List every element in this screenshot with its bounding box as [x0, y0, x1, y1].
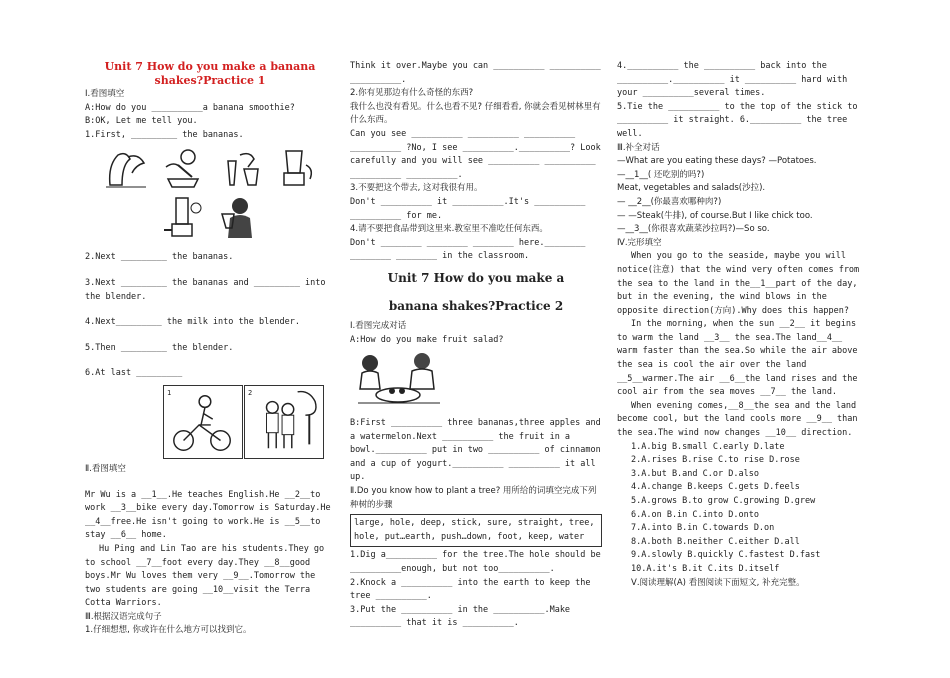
frame-number: 2: [248, 388, 253, 397]
dialog-line: — —Steak(牛排), of course.But I like chick too.: [617, 210, 813, 221]
frame-students: [244, 385, 324, 459]
column-1: [85, 60, 335, 638]
pour-illustration: [214, 145, 262, 191]
section-heading: Ⅲ.补全对话: [617, 142, 660, 153]
step-line: 3.Next _________ the bananas and _________ into the blender.: [85, 277, 326, 302]
section-heading: Ⅳ.完形填空: [617, 237, 662, 248]
section-heading: Ⅴ.阅读理解(A) 看图阅读下面短文, 补充完整。: [631, 577, 805, 588]
question-line: 3.不要把这个带去, 这对我很有用。: [350, 183, 483, 194]
answer-line: Don't __________ it __________.It's __________ __________ for me.: [350, 196, 586, 221]
option-line: 4.A.change B.keeps C.gets D.feels: [631, 482, 800, 493]
dialog-line: A:How do you make fruit salad?: [350, 334, 504, 345]
step-line: 5.Then _________ the blender.: [85, 342, 234, 353]
column-2: [350, 60, 602, 631]
title-practice-1: Unit 7 How do you make a banana: [104, 60, 316, 73]
dialog-line: —__3__(你很喜欢蔬菜沙拉吗?)—So so.: [617, 224, 770, 235]
item-line: 5.Tie the __________ to the top of the stick to __________ it straight. 6.__________ the tree well.: [617, 101, 858, 139]
cloze-paragraph: When evening comes,__8__the sea and the land become cool, but the land cools more __9__ than the sea.The wind now changes __10__ direction.: [617, 400, 858, 439]
step-line: 1.First, _________ the bananas.: [85, 129, 244, 140]
illustration-row: [85, 145, 335, 191]
option-line: 1.A.big B.small C.early D.late: [631, 441, 785, 452]
option-line: 3.A.but B.and C.or D.also: [631, 468, 759, 479]
passage-paragraph: Mr Wu is a __1__.He teaches English.He __2__to work __3__bike every day.Tomorrow is Saturday.He __4__free.He isn't going to work.He is __5__to stay __6__ home.: [85, 489, 331, 541]
item-line: 4.__________ the __________ back into the __________.__________ it __________ hard with your __________several times.: [617, 61, 848, 99]
passage-paragraph: B:First __________ three bananas,three apples and a watermelon.Next __________ the fruit in a bowl.__________ put in two __________ of cinnamon and a cup of yogurt.__________ __________ it all up.: [350, 418, 601, 483]
dialog-line: Meat, vegetables and salads(沙拉).: [617, 183, 766, 194]
section-heading: Ⅲ.根据汉语完成句子: [85, 611, 162, 622]
cloze-paragraph: When you go to the seaside, maybe you will notice(注意) that the wind very often comes from the sea to the land in the__1__part of the day, but in the evening, the wind blows in the opposite direction(方向).Why does this happen?: [617, 251, 860, 316]
title-practice-2-line2: banana shakes?Practice 2: [388, 298, 564, 313]
title-practice-1-line2: shakes?Practice 1: [154, 74, 266, 87]
option-line: 8.A.both B.neither C.either D.all: [631, 536, 800, 547]
section-heading: Ⅰ.看图填空: [85, 89, 125, 99]
cloze-paragraph: In the morning, when the sun __2__ it begins to warm the land __3__ the sea.The land__4__ warm faster than the sea.So while the air above the sea is cool the air over the land __5__warmer.The air __6__the land rises and the cool air from the sea moves __7__ the land.: [617, 319, 858, 398]
section-heading: Ⅱ.Do you know how to plant a tree? 用所给的词填空完成下列种树的步骤: [350, 486, 597, 510]
section-heading: Ⅰ.看图完成对话: [350, 320, 407, 331]
option-line: 9.A.slowly B.quickly C.fastest D.fast: [631, 550, 821, 561]
cooking-illustration: [350, 349, 448, 413]
dialog-line: —What are you eating these days? —Potatoes.: [617, 156, 817, 167]
section-heading: Ⅱ.看图填空: [85, 463, 126, 474]
step-line: 6.At last _________: [85, 368, 183, 379]
frame-number: 1: [167, 388, 172, 397]
question-line: 4.请不要把食品带到这里来.教室里不准吃任何东西。: [350, 224, 548, 235]
option-line: 6.A.on B.in C.into D.onto: [631, 509, 759, 520]
picture-frames: [163, 385, 335, 459]
passage-paragraph: Hu Ping and Lin Tao are his students.They go to school __7__foot every day.They __8__good boys.Mr Wu loves them very __9__.Tomorrow the two students are going __10__visit the Terra Cotta Warriors.: [85, 543, 325, 609]
turn-on-blender-illustration: [158, 194, 206, 240]
answer-line: Don't ________ ________ ________ here.________ ________ ________ in the classroom.: [350, 237, 586, 262]
title-practice-2: Unit 7 How do you make a: [387, 270, 565, 285]
column-3: [617, 60, 867, 590]
frame-cyclist: [163, 385, 243, 459]
cut-banana-illustration: [158, 145, 206, 191]
answer-line: Think it over.Maybe you can __________ __________ __________.: [350, 61, 601, 85]
option-line: 10.A.it's B.it C.its D.itself: [631, 563, 780, 574]
dialog-line: A:How do you __________a banana smoothie?: [85, 102, 295, 113]
option-line: 2.A.rises B.rise C.to rise D.rose: [631, 455, 800, 466]
question-line: 我什么也没有看见。什么也看不见? 仔细看看, 你就会看见树林里有什么东西。: [350, 101, 601, 126]
question-line: 2.你有见那边有什么奇怪的东西?: [350, 88, 474, 99]
word-bank: large, hole, deep, stick, sure, straight, tree, hole, put…earth, push…down, foot, keep, water: [354, 518, 595, 542]
dialog-line: — __2__(你最喜欢哪种肉?): [617, 196, 722, 207]
dialog-line: B:OK, Let me tell you.: [85, 116, 198, 127]
question-line: 1.仔细想想, 你或许在什么地方可以找到它。: [85, 625, 252, 636]
word-bank-box: [350, 514, 602, 547]
step-line: 2.Next _________ the bananas.: [85, 252, 234, 263]
illustration-row-2: [85, 194, 335, 240]
step-line: 4.Next_________ the milk into the blender.: [85, 317, 300, 328]
option-line: 7.A.into B.in C.towards D.on: [631, 523, 775, 534]
blender-illustration: [270, 145, 318, 191]
item-line: 1.Dig a__________ for the tree.The hole should be __________enough, but not too__________.: [350, 550, 601, 575]
option-line: 5.A.grows B.to grow C.growing D.grew: [631, 496, 816, 506]
answer-line: Can you see __________ __________ __________ __________ ?No, I see __________.__________? Look carefully and you will see __________ __________ __________ __________.: [350, 128, 601, 180]
drink-shake-illustration: [214, 194, 262, 240]
item-line: 3.Put the __________ in the __________.Make __________ that it is __________.: [350, 604, 571, 629]
item-line: 2.Knock a __________ into the earth to keep the tree __________.: [350, 577, 591, 602]
peel-banana-illustration: [102, 145, 150, 191]
dialog-line: —__1__( 还吃别的吗?): [617, 169, 705, 180]
